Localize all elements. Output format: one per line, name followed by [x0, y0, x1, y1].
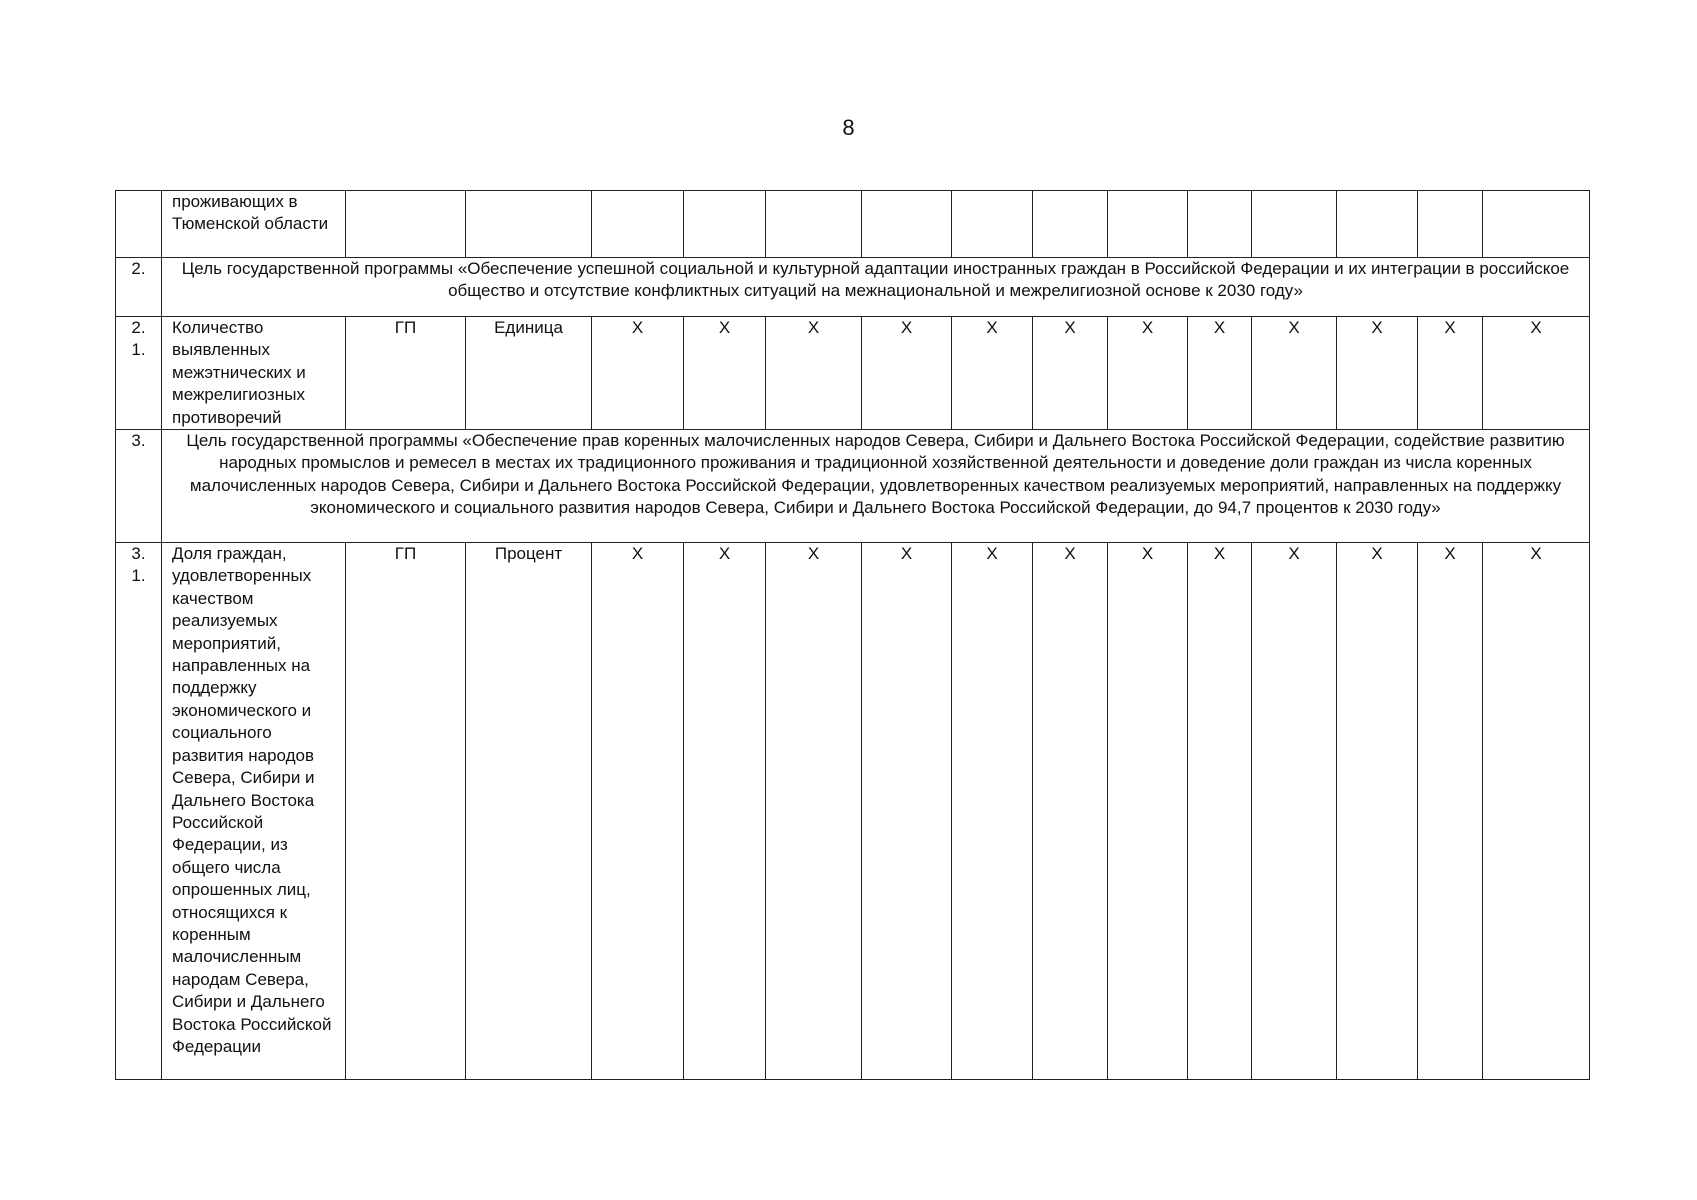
value-cell — [1337, 191, 1418, 258]
indicator-unit — [466, 191, 592, 258]
page-number: 8 — [842, 115, 855, 140]
goal-text: Цель государственной программы «Обеспечение прав коренных малочисленных народов Севера, Сибири и Дальнего Востока Российской Федерации, содействие развитию народных промыслов и ремесел в местах их традиционного проживания и традиционной хозяйственной деятельности и доведение доли граждан из числа коренных малочисленных народов Севера, Сибири и Дальнего Востока Российской Федерации, удовлетворенных качеством реализуемых мероприятий, направленных на поддержку экономического и социального развития народов Севера, Сибири и Дальнего Востока Российской Федерации, до 94,7 процентов к 2030 году» — [162, 430, 1590, 543]
value-cell: Х — [684, 543, 766, 1080]
value-cell: Х — [1252, 543, 1337, 1080]
goal-number: 3. — [116, 430, 162, 543]
value-cell: Х — [862, 543, 952, 1080]
goal-row — [116, 258, 1590, 317]
indicator-type: ГП — [346, 543, 466, 1080]
value-cell: Х — [684, 317, 766, 430]
value-cell: Х — [1483, 543, 1590, 1080]
value-cell: Х — [592, 317, 684, 430]
value-cell: Х — [592, 543, 684, 1080]
value-cell — [1483, 191, 1590, 258]
value-cell — [766, 191, 862, 258]
value-cell: Х — [766, 317, 862, 430]
value-cell — [1188, 191, 1252, 258]
value-cell — [684, 191, 766, 258]
value-cell: Х — [1337, 543, 1418, 1080]
value-cell: Х — [1188, 543, 1252, 1080]
value-cell: Х — [862, 317, 952, 430]
value-cell — [1418, 191, 1483, 258]
value-cell: Х — [1337, 317, 1418, 430]
value-cell — [1252, 191, 1337, 258]
goal-text: Цель государственной программы «Обеспечение успешной социальной и культурной адаптации иностранных граждан в Российской Федерации и их интеграции в российское общество и отсутствие конфликтных ситуаций на межнациональной и межрелигиозной основе к 2030 году» — [162, 258, 1590, 317]
value-cell: Х — [1252, 317, 1337, 430]
row-number — [116, 191, 162, 258]
value-cell: Х — [952, 543, 1033, 1080]
value-cell: Х — [1033, 543, 1108, 1080]
value-cell: Х — [1418, 543, 1483, 1080]
value-cell — [1108, 191, 1188, 258]
value-cell: Х — [766, 543, 862, 1080]
indicator-unit: Процент — [466, 543, 592, 1080]
value-cell: Х — [952, 317, 1033, 430]
value-cell: Х — [1188, 317, 1252, 430]
value-cell: Х — [1418, 317, 1483, 430]
table-row — [116, 191, 1590, 258]
indicator-unit: Единица — [466, 317, 592, 430]
goal-row — [116, 430, 1590, 543]
row-number — [116, 543, 162, 1080]
value-cell: Х — [1033, 317, 1108, 430]
indicators-table — [115, 190, 1590, 1080]
row-number — [116, 317, 162, 430]
table-row — [116, 543, 1590, 1080]
value-cell — [862, 191, 952, 258]
value-cell — [952, 191, 1033, 258]
value-cell: Х — [1108, 543, 1188, 1080]
indicator-name: проживающих в Тюменской области — [162, 191, 346, 258]
row-number-text: 3. 1. — [131, 544, 146, 586]
value-cell — [1033, 191, 1108, 258]
indicator-type: ГП — [346, 317, 466, 430]
indicator-name: Количество выявленных межэтнических и межрелигиозных противоречий — [162, 317, 346, 430]
value-cell: Х — [1108, 317, 1188, 430]
indicator-type — [346, 191, 466, 258]
table-row — [116, 317, 1590, 430]
goal-number: 2. — [116, 258, 162, 317]
value-cell — [592, 191, 684, 258]
value-cell: Х — [1483, 317, 1590, 430]
indicator-name: Доля граждан, удовлетворенных качеством реализуемых мероприятий, направленных на поддержку экономического и социального развития народов Севера, Сибири и Дальнего Востока Российской Федерации, из общего числа опрошенных лиц, относящихся к коренным малочисленным народам Севера, Сибири и Дальнего Востока Российской Федерации — [162, 543, 346, 1080]
row-number-text: 2. 1. — [131, 318, 146, 360]
